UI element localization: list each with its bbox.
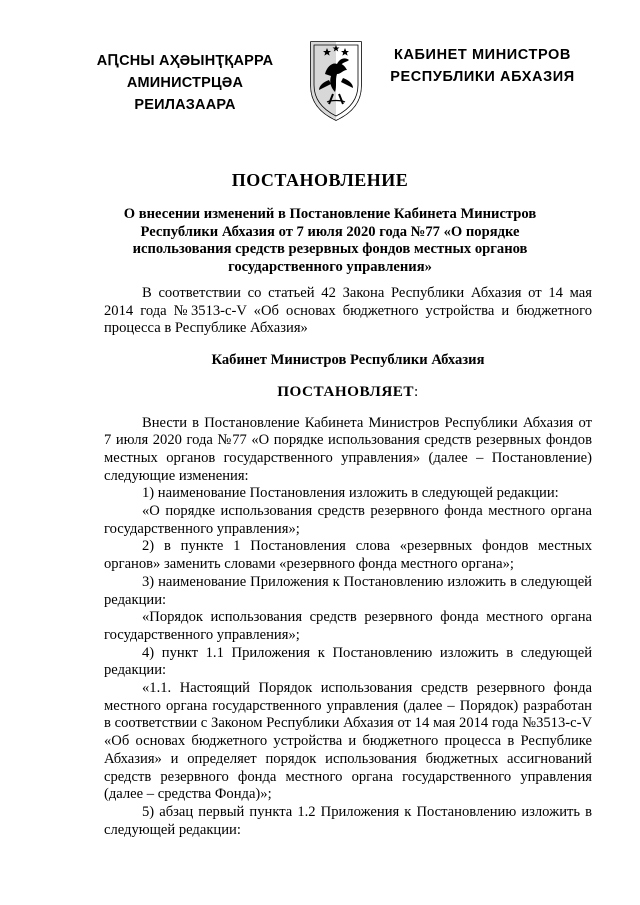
body-paragraph: «Порядок использования средств резервного фонда местного органа государственного управления»; xyxy=(104,609,592,643)
letterhead-abkhaz-line1: АԤСНЫ АҲӘЫНҬҚАРРА xyxy=(96,53,274,69)
issuer: Кабинет Министров Республики Абхазия xyxy=(211,352,485,369)
letterhead-russian-line1: КАБИНЕТ МИНИСТРОВ xyxy=(394,47,571,63)
letterhead-russian-line2: РЕСПУБЛИКИ АБХАЗИЯ xyxy=(390,69,575,85)
body-paragraph: Внести в Постановление Кабинета Министров Республики Абхазия от 7 июля 2020 года №77 «О порядке использования средств резервных фондов местных органов государственного управления» (далее – Постановление) следующие изменения: xyxy=(104,414,592,484)
decree-colon: : xyxy=(414,382,419,400)
body-paragraph: 4) пункт 1.1 Приложения к Постановлению изложить в следующей редакции: xyxy=(104,644,592,679)
letterhead-abkhaz xyxy=(80,50,290,116)
preamble: В соответствии со статьей 42 Закона Республики Абхазия от 14 мая 2014 года №3513-с-V «Об основах бюджетного устройства и бюджетного процесса в Республике Абхазия» xyxy=(104,285,592,337)
decree-heading xyxy=(104,383,592,401)
body-paragraph: 2) в пункте 1 Постановления слова «резервных фондов местных органов» заменить словами «резервного фонда местного органа»; xyxy=(104,538,592,573)
body-paragraph: 1) наименование Постановления изложить в следующей редакции: xyxy=(142,485,559,502)
letterhead xyxy=(0,40,640,130)
document-body xyxy=(104,285,592,839)
letterhead-abkhaz-line2: АМИНИСТРЦӘА РЕИЛАЗААРА xyxy=(126,75,244,113)
abkhazia-coat-of-arms-icon xyxy=(307,40,365,122)
body-paragraph: «1.1. Настоящий Порядок использования средств резервного фонда местного органа государственного управления (далее – Порядок) разработан в соответствии с Законом Республики Абхазия от 14 мая 2014 года №3513-с-V «Об основах бюджетного устройства и бюджетного процесса в Республике Абхазия» и определяет порядок использования бюджетных ассигнований средств резервного фонда местного органа государственного управления (далее – средства Фонда)»; xyxy=(104,680,592,803)
decree-word: ПОСТАНОВЛЯЕТ xyxy=(277,382,415,400)
letterhead-russian xyxy=(380,44,585,88)
body-paragraph: «О порядке использования средств резервного фонда местного органа государственного управления»; xyxy=(104,503,592,537)
document-subject: О внесении изменений в Постановление Кабинета Министров Республики Абхазия от 7 июля 2020 года №77 «О порядке использования средств резервных фондов местных органов государственного управления» xyxy=(123,206,537,275)
document-title: ПОСТАНОВЛЕНИЕ xyxy=(231,170,409,190)
body-paragraph: 3) наименование Приложения к Постановлению изложить в следующей редакции: xyxy=(104,573,592,608)
body-paragraph: 5) абзац первый пункта 1.2 Приложения к Постановлению изложить в следующей редакции: xyxy=(104,803,592,838)
